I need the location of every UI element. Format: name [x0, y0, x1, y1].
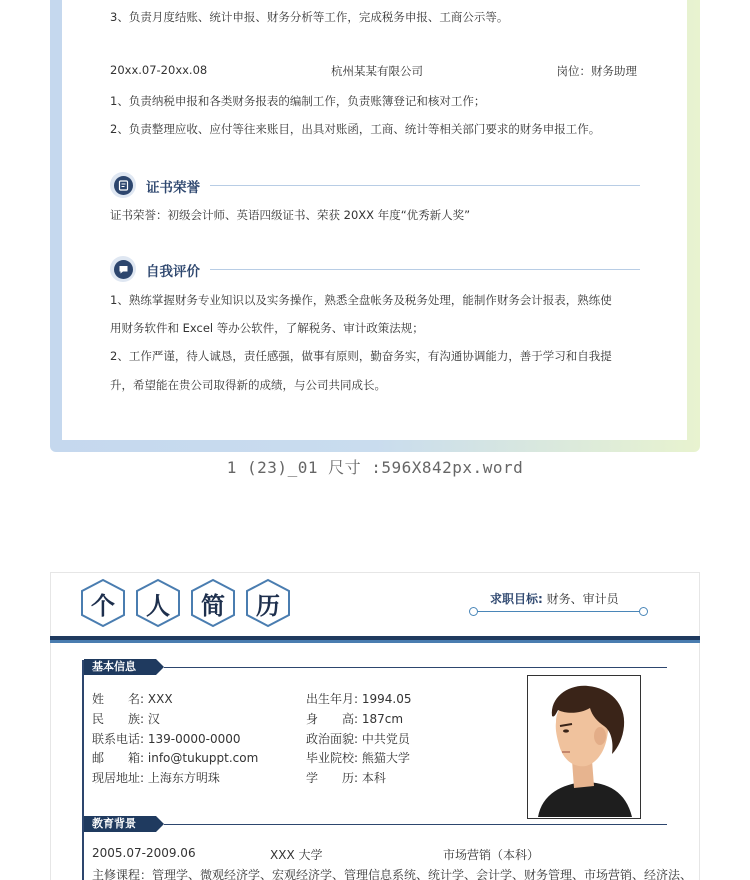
- school-label: 毕业院校:: [306, 751, 359, 765]
- title-char: 人: [146, 591, 170, 620]
- politics-label: 政治面貌:: [306, 732, 359, 746]
- left-timeline-rule: [82, 660, 84, 880]
- email-value: info@tukuppt.com: [147, 751, 259, 765]
- job-position: 岗位：财务助理: [556, 64, 637, 78]
- birth-label: 出生年月:: [306, 692, 359, 706]
- certs-text: 证书荣誉：初级会计师、英语四级证书、荣获 20XX 年度“优秀新人奖”: [110, 208, 471, 222]
- degree-row: [306, 769, 386, 786]
- ethnic-label: 民 族:: [92, 712, 145, 726]
- degree-value: 本科: [361, 771, 386, 785]
- name-label: 姓 名:: [92, 692, 145, 706]
- job-company: 杭州某某有限公司: [331, 64, 423, 78]
- phone-row: [92, 730, 241, 747]
- birth-row: [306, 690, 412, 707]
- title-char: 历: [256, 591, 280, 620]
- job-duty-1: 1、负责纳税申报和各类财务报表的编制工作，负责账簿登记和核对工作；: [110, 94, 486, 108]
- work-duty-line: 3、负责月度结账、统计申报、财务分析等工作，完成税务申报、工商公示等。: [110, 10, 509, 24]
- self-eval-line-4: 升，希望能在贵公司取得新的成绩，与公司共同成长。: [110, 378, 386, 392]
- edu-university: XXX 大学: [270, 848, 323, 862]
- edu-courses: 主修课程：管理学、微观经济学、宏观经济学、管理信息系统、统计学、会计学、财务管理、市场营销、经济法、: [92, 868, 693, 880]
- objective-dot-right: [639, 607, 648, 616]
- job-objective: [490, 590, 619, 607]
- certificate-icon: [110, 172, 136, 198]
- address-value: 上海东方明珠: [147, 771, 220, 785]
- education-rule: [164, 824, 667, 825]
- self-eval-line-2: 用财务软件和 Excel 等办公软件，了解税务、审计政策法规；: [110, 321, 424, 335]
- objective-label: 求职目标:: [490, 592, 543, 606]
- name-row: [92, 690, 173, 707]
- section-divider: [210, 269, 640, 270]
- certs-section-header: [110, 172, 640, 198]
- title-hexagon: [245, 578, 291, 628]
- certs-section-title: 证书荣誉: [146, 180, 200, 196]
- objective-dot-left: [469, 607, 478, 616]
- title-char: 个: [91, 591, 115, 620]
- job-header-row: [110, 63, 637, 79]
- avatar-illustration: [528, 676, 639, 817]
- objective-value: 财务、审计员: [542, 592, 619, 606]
- phone-value: 139-0000-0000: [147, 732, 241, 746]
- height-row: [306, 710, 403, 727]
- email-row: [92, 749, 258, 766]
- school-value: 熊猫大学: [361, 751, 410, 765]
- education-tag: 教育背景: [84, 816, 156, 832]
- title-char: 简: [201, 591, 225, 620]
- self-eval-section-header: [110, 256, 640, 282]
- title-hexagon: [190, 578, 236, 628]
- height-label: 身 高:: [306, 712, 359, 726]
- edu-major: 市场营销（本科）: [443, 848, 540, 862]
- comment-icon: [110, 256, 136, 282]
- phone-label: 联系电话:: [92, 732, 145, 746]
- birth-value: 1994.05: [361, 692, 412, 706]
- header-band-accent: [50, 640, 700, 643]
- degree-label: 学 历:: [306, 771, 359, 785]
- self-eval-line-1: 1、熟练掌握财务专业知识以及实务操作，熟悉全盘帐务及税务处理，能制作财务会计报表，熟练使: [110, 293, 612, 307]
- self-eval-section-title: 自我评价: [146, 264, 200, 280]
- address-label: 现居地址:: [92, 771, 145, 785]
- edu-period: 2005.07-2009.06: [92, 846, 196, 860]
- politics-row: [306, 730, 410, 747]
- profile-photo: [527, 675, 641, 819]
- email-label: 邮 箱:: [92, 751, 145, 765]
- basic-info-rule: [164, 667, 667, 668]
- title-hexagon: [135, 578, 181, 628]
- section-divider: [210, 185, 640, 186]
- title-hexagon: [80, 578, 126, 628]
- basic-info-tag: 基本信息: [84, 659, 156, 675]
- ethnic-row: [92, 710, 160, 727]
- ethnic-value: 汉: [147, 712, 160, 726]
- address-row: [92, 769, 220, 786]
- name-value: XXX: [147, 692, 173, 706]
- objective-underline: [474, 611, 644, 612]
- school-row: [306, 749, 410, 766]
- height-value: 187cm: [361, 712, 404, 726]
- job-duty-2: 2、负责整理应收、应付等往来账目，出具对账函，工商、统计等相关部门要求的财务申报工作。: [110, 122, 601, 136]
- template-caption: 1 (23)_01 尺寸 :596X842px.word: [226, 458, 524, 477]
- job-period: 20xx.07-20xx.08: [110, 63, 208, 77]
- self-eval-line-3: 2、工作严谨，待人诚恳，责任感强，做事有原则，勤奋务实，有沟通协调能力，善于学习和自我提: [110, 349, 612, 363]
- politics-value: 中共党员: [361, 732, 410, 746]
